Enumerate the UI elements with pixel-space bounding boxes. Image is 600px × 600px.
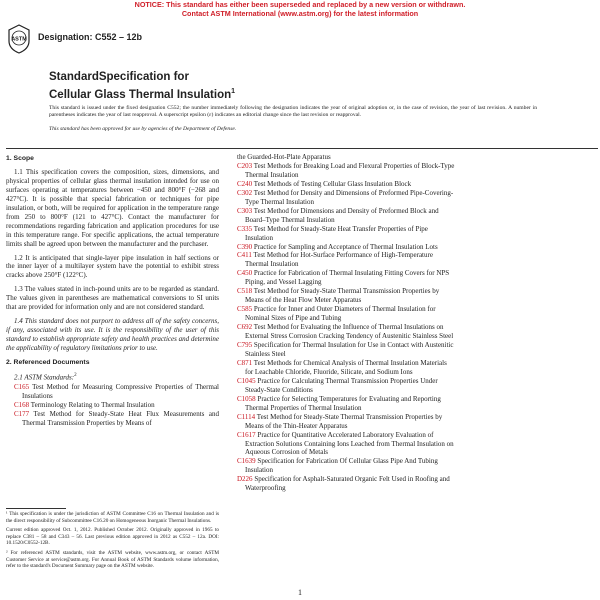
reference-item: C871 Test Methods for Chemical Analysis of Thermal Insulation Materials for Leachable Chloride, Fluoride, Silicate, and Sodium Ions — [237, 358, 447, 376]
reference-code-link[interactable]: C168 — [14, 401, 30, 410]
reference-item: C165 Test Method for Measuring Compressive Properties of Thermal Insulations — [14, 383, 219, 401]
scope-1-2: 1.2 It is anticipated that single-layer pipe insulation in half sections or the inner layer of a multilayer system have the potential to exhibit stress cracks above 250°F (122°C). — [6, 253, 219, 280]
left-column — [6, 153, 219, 428]
title-line-2: Cellular Glass Thermal Insulation — [49, 88, 232, 101]
scope-1-4: 1.4 This standard does not purport to address all of the safety concerns, if any, associated with its use. It is the responsibility of the user of this standard to establish appropriate safety and health practices and determine the applicability of regulatory limitations prior to use. — [6, 317, 219, 353]
reference-code-link[interactable]: C203 — [237, 161, 253, 170]
reference-item: C518 Test Method for Steady-State Thermal Transmission Properties by Means of the Heat Flow Meter Apparatus — [237, 287, 440, 305]
reference-item: C303 Test Method for Dimensions and Density of Preformed Block and Board–Type Thermal Insulation — [237, 206, 439, 224]
reference-list-right — [229, 162, 455, 493]
superseded-notice — [0, 0, 600, 18]
reference-item: C1045 Practice for Calculating Thermal Transmission Properties Under Steady-State Conditions — [237, 376, 438, 394]
reference-code-link[interactable]: C303 — [237, 206, 253, 215]
reference-code-link[interactable]: C1045 — [237, 376, 256, 385]
footnote-1-edition: Current edition approved Oct. 1, 2012. Published October 2012. Originally approved in 1965 to replace C381 – 58 and C343 – 56. Last previous edition approved in 2012 as C552 – 12a. DOI: 10.1520/C0552-12B. — [6, 527, 219, 547]
reference-code-link[interactable]: C165 — [14, 383, 30, 392]
title-footnote-ref[interactable]: 1 — [231, 87, 236, 95]
reference-item: C1617 Practice for Quantitative Accelerated Laboratory Evaluation of Extraction Solutions Containing Ions Leached from Thermal Insulation on Aqueous Corrosion of Metals — [237, 430, 454, 457]
designation-note: This standard is issued under the fixed designation C552; the number immediately following the designation indicates the year of original adoption or, in the case of revision, the year of last revision. A number in parentheses indicates the year of last reapproval. A superscript epsilon (ε) indicates an editorial change since the last revision or reapproval. — [49, 105, 537, 119]
intro-block — [49, 105, 537, 139]
reference-code-link[interactable]: C1058 — [237, 394, 256, 403]
scope-heading: 1. Scope — [6, 155, 34, 162]
reference-item: C390 Practice for Sampling and Acceptance of Thermal Insulation Lots — [237, 242, 438, 251]
reference-item: C177 Test Method for Steady-State Heat Flux Measurements and Thermal Transmission Properties by Means of — [14, 410, 219, 428]
notice-line-2: Contact ASTM International (www.astm.org) for the latest information — [181, 9, 419, 18]
footnote-1: ¹ This specification is under the jurisdiction of ASTM Committee C16 on Thermal Insulation and is the direct responsibility of Subcommittee C16.20 on Homogeneous Inorganic Thermal Insulations. — [6, 511, 219, 524]
dod-approval-note: This standard has been approved for use by agencies of the Department of Defense. — [49, 125, 237, 132]
referenced-documents-heading: 2. Referenced Documents — [6, 359, 90, 367]
reference-code-link[interactable]: C390 — [237, 242, 253, 251]
reference-item: C168 Terminology Relating to Thermal Insulation — [14, 401, 155, 410]
title-line-1: StandardSpecification for — [49, 71, 189, 83]
page-number: 1 — [298, 588, 302, 597]
reference-item: C203 Test Methods for Breaking Load and Flexural Properties of Block-Type Thermal Insulation — [237, 161, 455, 179]
reference-item: C335 Test Method for Steady-State Heat Transfer Properties of Pipe Insulation — [237, 224, 428, 242]
designation — [38, 32, 142, 42]
reference-code-link[interactable]: C302 — [237, 188, 253, 197]
reference-code-link[interactable]: C335 — [237, 224, 253, 233]
reference-code-link[interactable]: C1639 — [237, 457, 256, 466]
astm-logo — [6, 24, 32, 54]
reference-code-link[interactable]: C871 — [237, 358, 253, 367]
reference-code-link[interactable]: C518 — [237, 287, 253, 296]
reference-code-link[interactable]: D226 — [237, 475, 253, 484]
reference-list-left — [6, 383, 219, 428]
designation-code: C552 – 12b — [95, 32, 143, 42]
reference-continuation: the Guarded-Hot-Plate Apparatus — [237, 153, 331, 161]
reference-code-link[interactable]: C1617 — [237, 430, 256, 439]
reference-code-link[interactable]: C795 — [237, 341, 253, 350]
reference-item: C1639 Specification for Fabrication Of Cellular Glass Pipe And Tubing Insulation — [237, 457, 438, 475]
reference-code-link[interactable]: C585 — [237, 305, 253, 314]
reference-item: C585 Practice for Inner and Outer Diameters of Thermal Insulation for Nominal Sizes of Pipe and Tubing — [237, 305, 436, 323]
reference-code-link[interactable]: C177 — [14, 410, 30, 419]
footnotes — [6, 511, 219, 573]
footnote-2: ² For referenced ASTM standards, visit the ASTM website, www.astm.org, or contact ASTM Customer Service at service@astm.org. For Annual Book of ASTM Standards volume information, refer to the standard's Document Summary page on the ASTM website. — [6, 549, 219, 570]
reference-item: C692 Test Method for Evaluating the Influence of Thermal Insulations on External Stress Corrosion Cracking Tendency of Austenitic Stainless Steel — [237, 323, 454, 341]
reference-item: C1114 Test Method for Steady-State Thermal Transmission Properties by Means of the Thin-Heater Apparatus — [237, 412, 443, 430]
reference-item: D226 Specification for Asphalt-Saturated Organic Felt Used in Roofing and Waterproofing — [237, 475, 450, 493]
reference-item: C411 Test Method for Hot-Surface Performance of High-Temperature Thermal Insulation — [237, 251, 433, 269]
reference-item: C1058 Practice for Selecting Temperatures for Evaluating and Reporting Thermal Properties of Thermal Insulation — [237, 394, 441, 412]
document-title — [49, 71, 449, 102]
astm-standards-label: 2.1 ASTM Standards:$^2$ — [14, 373, 77, 382]
designation-prefix: Designation: — [38, 32, 96, 42]
scope-1-1: 1.1 This specification covers the composition, sizes, dimensions, and physical properties of cellular glass thermal insulation intended for use on surfaces operating at temperatures between −450 and 800°F (−268 and 427°C). It is possible that special fabrication or techniques for pipe insulation, or both, will be required for application in the temperature range from 250 to 800°F (121 to 427°C). Contact the manufacturer for recommendations regarding fabrication and application procedures for use in this temperature range. For specific applications, the actual temperature limits shall be agreed upon between the manufacturer and the purchaser. — [6, 167, 219, 248]
reference-item: C240 Test Methods of Testing Cellular Glass Insulation Block — [237, 179, 412, 188]
header-divider — [6, 148, 598, 149]
reference-code-link[interactable]: C240 — [237, 179, 253, 188]
reference-code-link[interactable]: C692 — [237, 323, 253, 332]
svg-text:ASTM: ASTM — [11, 36, 27, 43]
reference-code-link[interactable]: C411 — [237, 251, 252, 260]
reference-item: C302 Test Method for Density and Dimensions of Preformed Pipe-Covering-Type Thermal Insulation — [237, 188, 454, 206]
footnote-divider — [6, 508, 66, 509]
reference-item: C450 Practice for Fabrication of Thermal Insulating Fitting Covers for NPS Piping, and Vessel Lagging — [237, 269, 450, 287]
scope-1-3: 1.3 The values stated in inch-pound units are to be regarded as standard. The values given in parentheses are mathematical conversions to SI units that are provided for information only and are not considered standard. — [6, 285, 219, 312]
right-column — [229, 153, 455, 493]
reference-item: C795 Specification for Thermal Insulation for Use in Contact with Austenitic Stainless Steel — [237, 341, 454, 358]
notice-line-1: NOTICE: This standard has either been superseded and replaced by a new version or withdrawn. — [134, 0, 466, 9]
reference-code-link[interactable]: C450 — [237, 269, 253, 278]
reference-code-link[interactable]: C1114 — [237, 412, 256, 421]
